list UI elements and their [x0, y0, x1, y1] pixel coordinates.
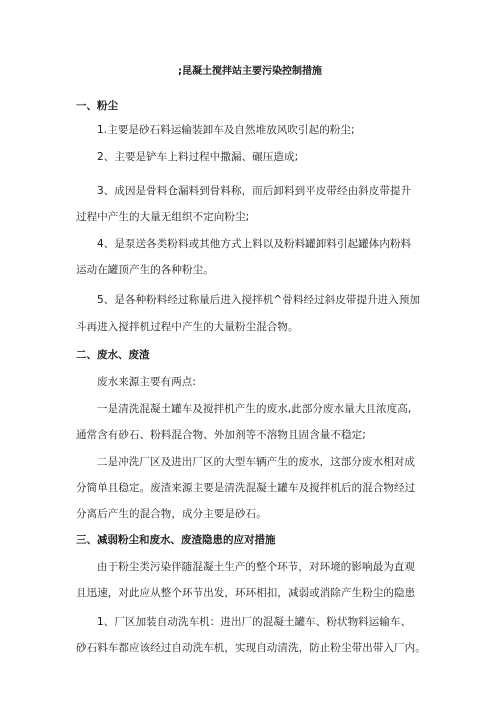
paragraph-line: 5、是各种粉料经过称量后进入搅拌机^骨料经过斜皮带提升进入预加 — [97, 294, 421, 306]
paragraph-line: 废水来源主要有两点: — [97, 376, 197, 388]
paragraph-line: 由于粉尘类污染伴随混凝土生产的整个环节，对环境的影响最为直观 — [97, 561, 415, 573]
document-title: ;昆凝土搅拌站主要污染控制措施 — [178, 66, 322, 77]
section-heading-dust: 一、粉尘 — [76, 100, 118, 112]
paragraph-line: 1、厂区加装自动洗车机：进出厂的混凝土罐车、粉状物料运输车、 — [97, 616, 412, 628]
paragraph-line: 分简单且稳定。废渣来源主要是清洗混凝土罐车及搅拌机后的混合物经过 — [76, 482, 416, 494]
paragraph-line: 砂石料车都应该经过自动洗车机，实现自动清洗，防止粉尘带出带入厂内。 — [76, 642, 426, 654]
paragraph-line: 一是清洗混凝土罐车及搅拌机产生的废水,此部分废水量大且浓度高, — [97, 403, 412, 415]
paragraph-line: 3、成因是骨料仓漏料到骨料称，而后卸料到平皮带经由斜皮带提升 — [97, 185, 412, 197]
paragraph-line: 二是冲洗厂区及进出厂区的大型车辆产生的废水，这部分废水相对成 — [97, 456, 415, 468]
section-heading-wastewater: 二、废水、废渣 — [76, 349, 150, 361]
paragraph-line: 运动在罐顶产生的各种粉尘。 — [76, 264, 214, 276]
paragraph-line: 且迅速，对此应从整个环节出发，环环相扣，减弱或消除产生粉尘的隐患 — [76, 587, 416, 599]
paragraph-line: 过程中产生的大量无组织不定向粉尘; — [76, 211, 250, 223]
paragraph-line: 分离后产生的混合物，成分主要是砂石。 — [76, 508, 267, 520]
section-heading-countermeasures: 三、减弱粉尘和废水、废渣隐患的应对措施 — [76, 534, 276, 546]
paragraph-line: 斗再进入搅拌机过程中产生的大量粉尘混合物。 — [76, 321, 299, 333]
paragraph-line: 4、是泵送各类粉料或其他方式上料以及粉料罐卸料引起罐体内粉料 — [97, 238, 412, 250]
paragraph-line: 2、主要是铲车上料过程中撒漏、碾压造成; — [97, 151, 299, 163]
paragraph-line: 1.主要是砂石料运输装卸车及自然堆放风吹引起的粉尘; — [97, 124, 355, 136]
paragraph-line: 通常含有砂石、粉料混合物、外加剂等不溶物且固含量不稳定; — [76, 429, 366, 441]
